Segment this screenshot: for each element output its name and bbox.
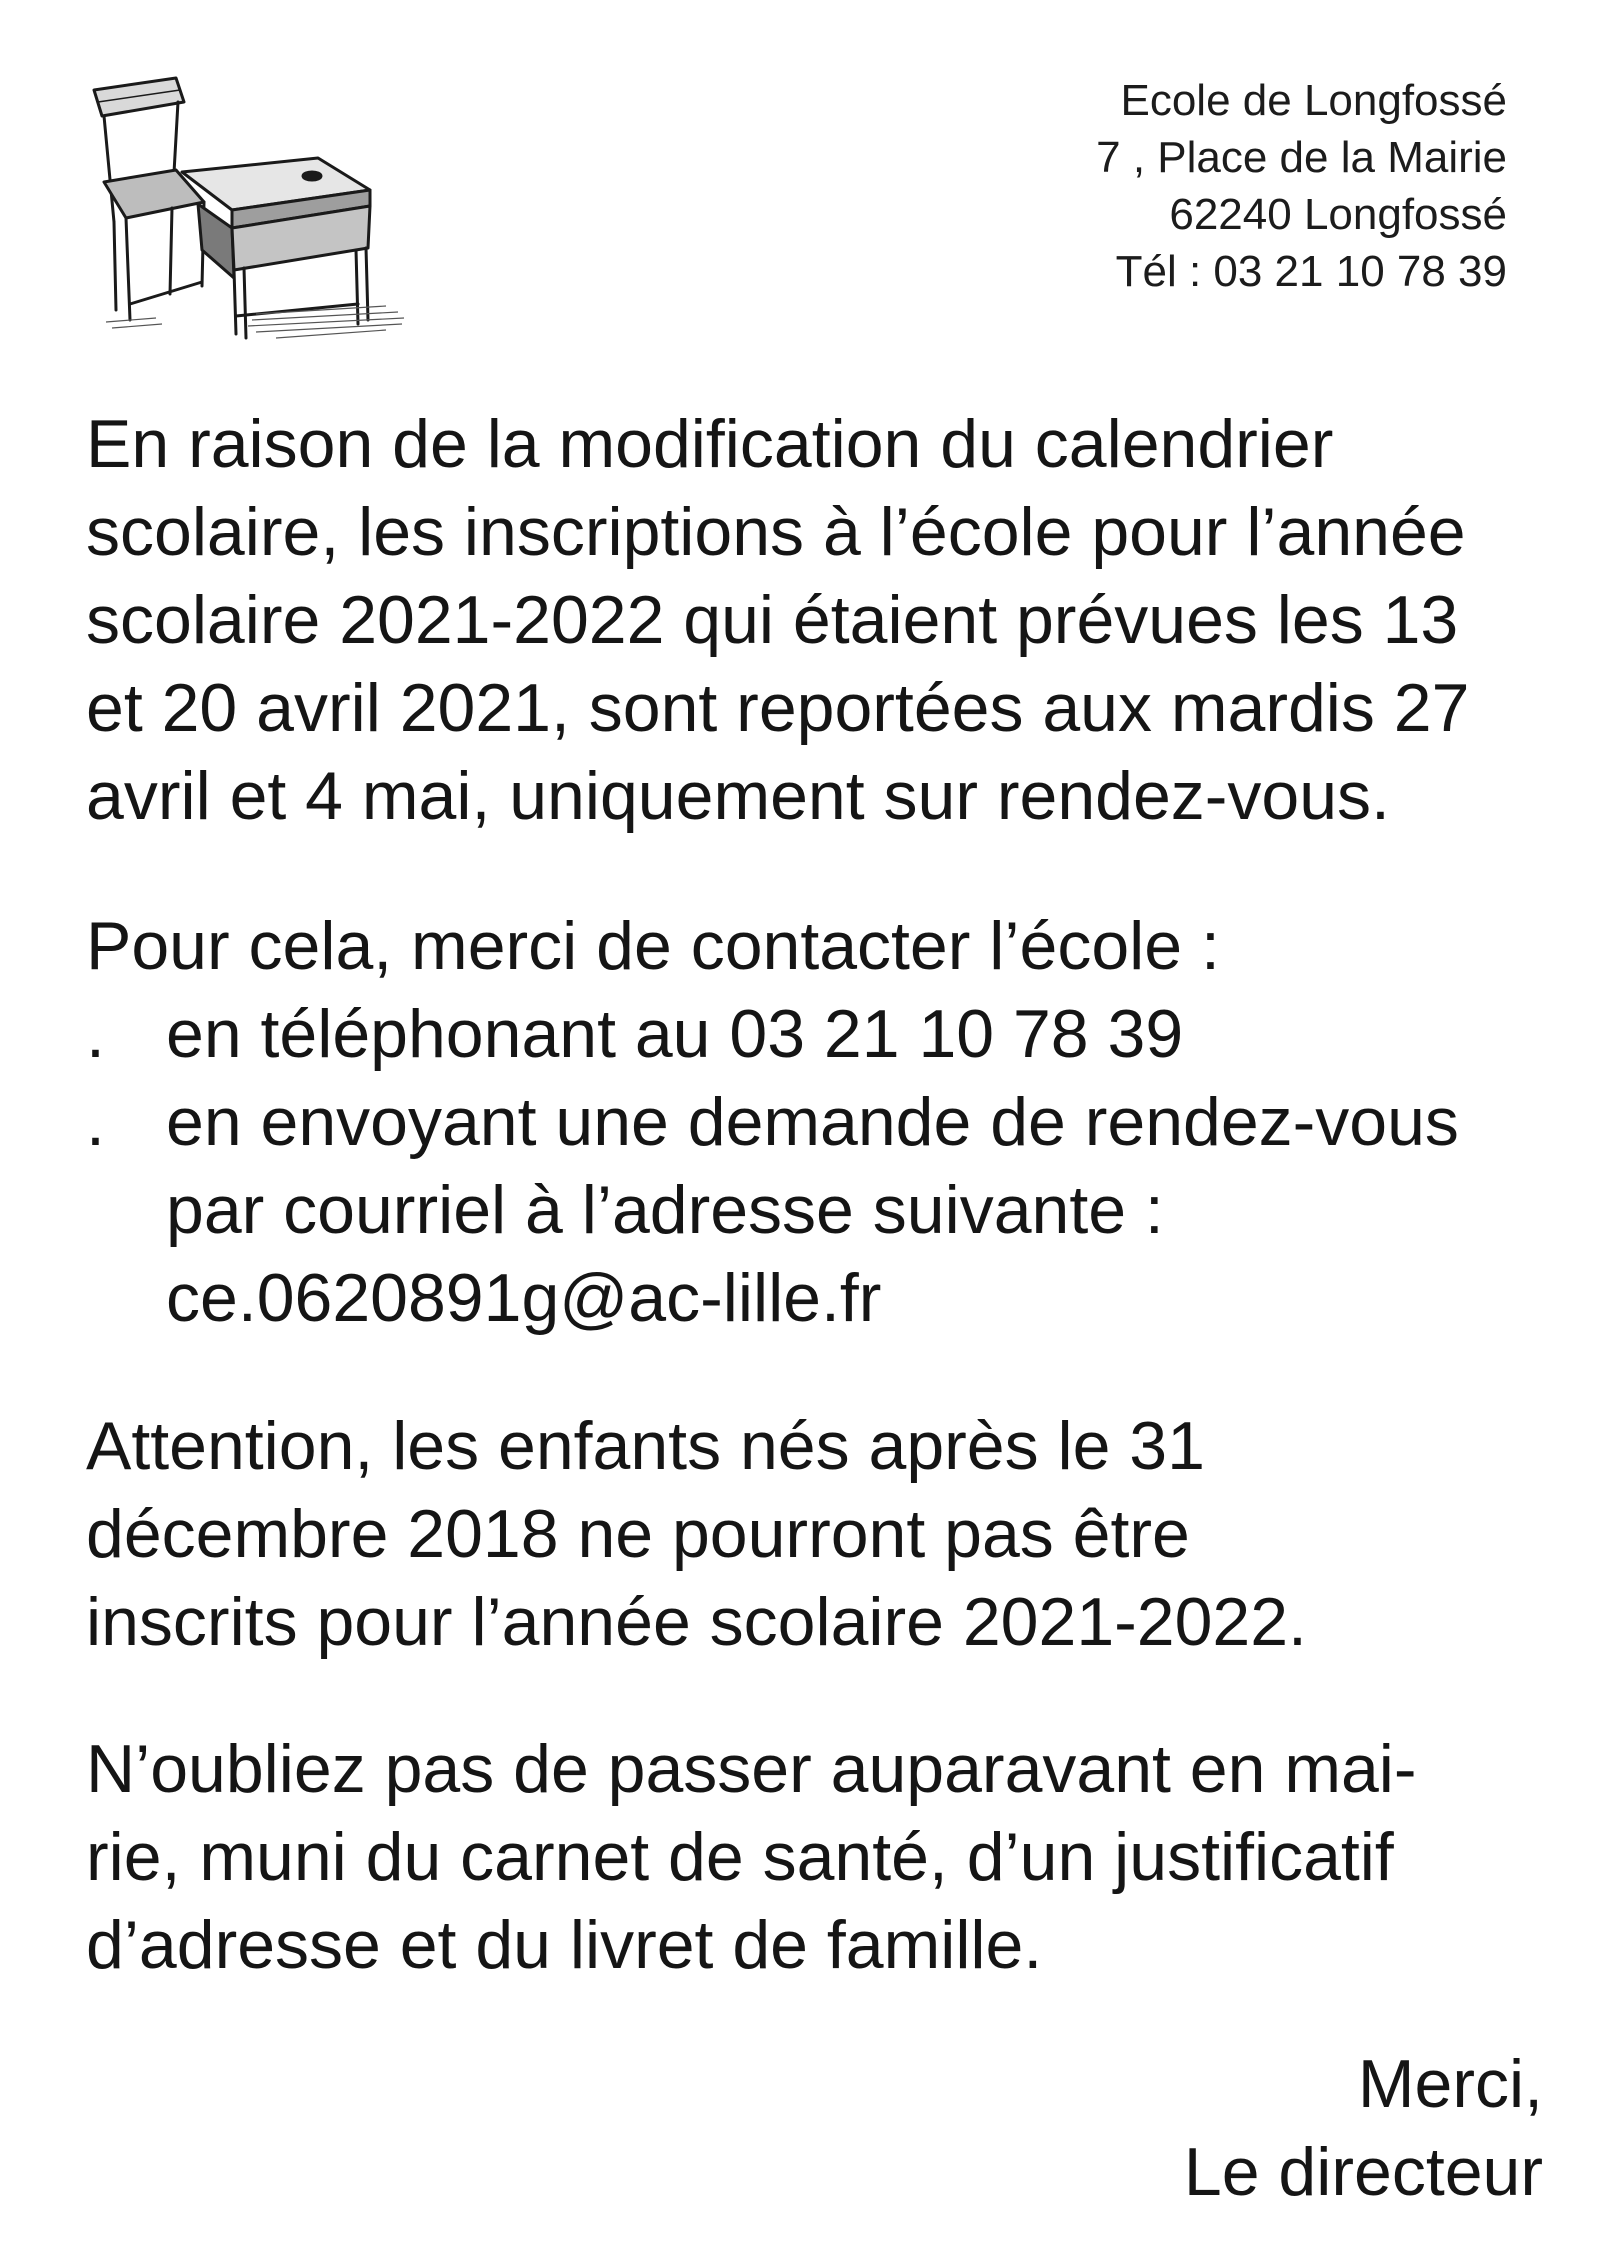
- paragraph-line: et 20 avril 2021, sont reportées aux mardis 27: [86, 670, 1470, 746]
- postponement-paragraph: [86, 400, 1546, 840]
- paragraph-line: décembre 2018 ne pourront pas être: [86, 1496, 1190, 1572]
- contact-bullet-phone: [86, 990, 1546, 1078]
- paragraph-line: d’adresse et du livret de famille.: [86, 1907, 1043, 1983]
- paragraph-line: N’oubliez pas de passer auparavant en mai-: [86, 1731, 1417, 1807]
- bullet-marker: .: [86, 1084, 105, 1160]
- phone-number: Tél : 03 21 10 78 39: [1115, 247, 1507, 296]
- paragraph-line: scolaire 2021-2022 qui étaient prévues les 13: [86, 582, 1459, 658]
- email-contact-continuation: par courriel à l’adresse suivante :: [166, 1172, 1164, 1248]
- phone-contact-text: en téléphonant au 03 21 10 78 39: [166, 996, 1184, 1072]
- email-contact-text: en envoyant une demande de rendez-vous: [166, 1084, 1459, 1160]
- contact-bullet-email: [86, 1078, 1546, 1166]
- postal-city: 62240 Longfossé: [1169, 190, 1507, 239]
- paragraph-line: En raison de la modification du calendrier: [86, 406, 1334, 482]
- paragraph-line: scolaire, les inscriptions à l’école pour l’année: [86, 494, 1466, 570]
- contact-paragraph: [86, 902, 1546, 1342]
- signature-block: [1184, 2040, 1543, 2216]
- documents-paragraph: [86, 1725, 1546, 1989]
- school-address: [1096, 72, 1507, 300]
- email-address: ce.0620891g@ac-lille.fr: [166, 1260, 882, 1336]
- bullet-marker: .: [86, 996, 105, 1072]
- paragraph-line: inscrits pour l’année scolaire 2021-2022.: [86, 1584, 1307, 1660]
- school-name: Ecole de Longfossé: [1120, 76, 1507, 125]
- paragraph-line: rie, muni du carnet de santé, d’un justificatif: [86, 1819, 1394, 1895]
- paragraph-line: Attention, les enfants nés après le 31: [86, 1408, 1205, 1484]
- street-address: 7 , Place de la Mairie: [1096, 133, 1507, 182]
- thanks-text: Merci,: [1357, 2046, 1543, 2122]
- contact-intro: Pour cela, merci de contacter l’école :: [86, 908, 1220, 984]
- paragraph-line: avril et 4 mai, uniquement sur rendez-vous.: [86, 758, 1390, 834]
- signer-title: Le directeur: [1183, 2134, 1543, 2210]
- eligibility-paragraph: [86, 1402, 1546, 1666]
- school-desk-illustration: [86, 72, 426, 342]
